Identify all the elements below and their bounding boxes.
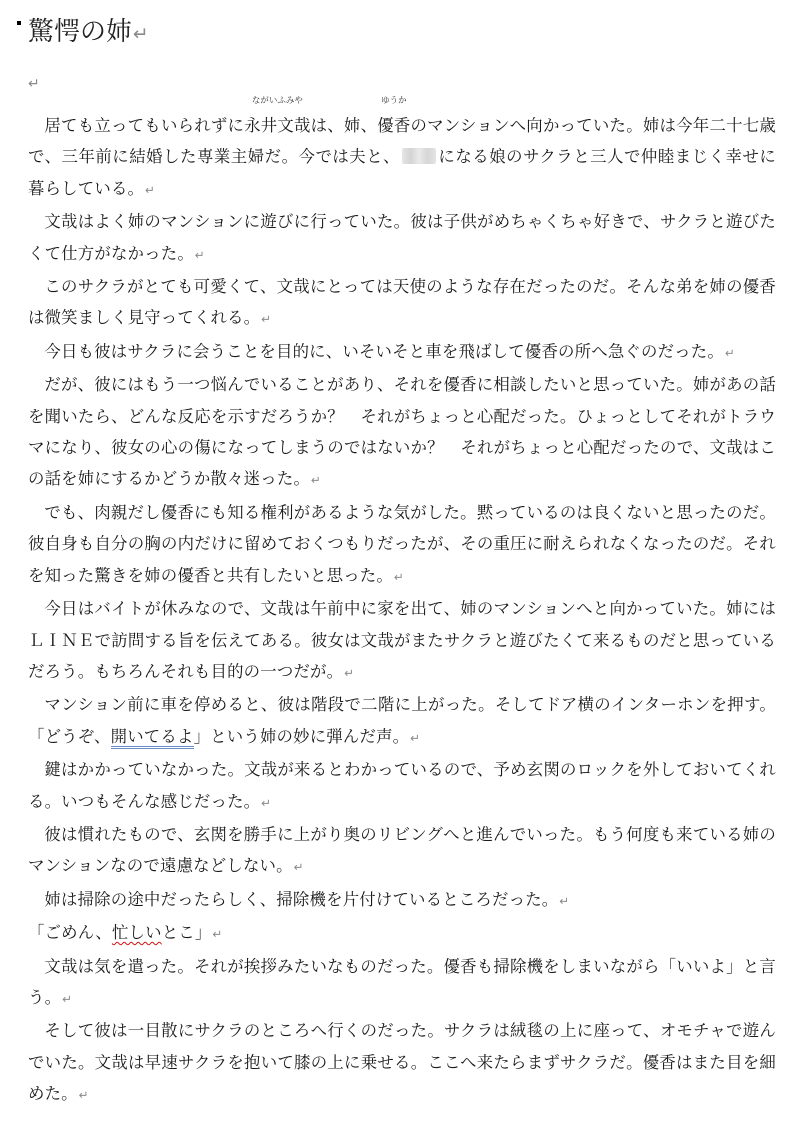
grammar-underlined-text[interactable]: 開いてるよ [111,727,194,749]
paragraph-2 [28,206,776,271]
ruby-name-fumiya [244,96,311,141]
paragraph-3 [28,271,776,336]
paragraph-mark-icon: ↵ [194,247,205,262]
text-run: マンション前に車を停めると、彼は階段で二階に上がった。そしてドア横のインターホンを押す。「どうぞ、 [28,695,776,746]
text-run: 彼は慣れたもので、玄関を勝手に上がり奥のリビングへと進んでいった。もう何度も来ている姉のマンションなので遠慮などしない。 [28,824,776,876]
ruby-base: 優香 [377,116,411,135]
paragraph-13 [28,951,776,1016]
ruby-reading: ゆうか [381,96,407,106]
text-run: 居ても立ってもいられずに [44,116,245,135]
title-text: 驚愕の姉 [28,17,133,47]
text-run: 文哉は気を遣った。それが挨拶みたいなものだった。優香も掃除機をしまいながら「いいよ」と言う。 [28,956,776,1007]
paragraph-mark-icon: ↵ [261,312,272,327]
text-run: とこ」 [161,923,212,943]
paragraph-12-dialogue [28,917,776,950]
text-run: 」という姉の妙に弾んだ声。 [193,726,410,746]
text-run: 今日はバイトが休みなので、文哉は午前中に家を出て、姉のマンションへと向かっていた。姉にはＬＩＮＥで訪問する旨を伝えてある。彼女は文哉がまたサクラと遊びたくて来るものだと思っているだろう。もちろんそれも目的の一つだが。 [28,599,776,681]
text-run: でも、肉親だし優香にも知る権利があるような気がした。黙っているのは良くないと思ったのだ。彼自身も自分の胸の内だけに留めておくつもりだったが、その重圧に耐えられなくなったのだ。それを知った驚きを姉の優香と共有したいと思った。 [28,502,776,585]
paragraph-14 [28,1015,776,1111]
paragraph-8 [28,689,776,754]
paragraph-4 [28,336,776,369]
text-run: は、姉、 [310,116,378,135]
text-run: 今日も彼はサクラに会うことを目的に、いそいそと車を飛ばして優香の所へ急ぐのだった。 [44,341,724,361]
paragraph-mark-icon: ↵ [293,860,304,875]
document-title[interactable] [28,14,149,53]
paragraph-mark-icon: ↵ [394,569,405,584]
ruby-name-yuka [377,96,411,141]
redacted-text [402,148,436,164]
paragraph-mark-icon: ↵ [344,665,355,680]
blank-paragraph-mark-icon: ↵ [28,76,40,92]
text-run: になる娘のサクラと三人で仲睦まじく幸せに暮らしている。 [28,147,776,198]
paragraph-mark-icon: ↵ [311,473,322,488]
paragraph-mark-icon: ↵ [724,345,736,360]
text-run: そして彼は一目散にサクラのところへ行くのだった。サクラは絨毯の上に座って、オモチャで遊んでいた。文哉は早速サクラを抱いて膝の上に乗せる。ここへ来たらまずサクラだ。優香はまた目を細めた。 [28,1021,776,1104]
paragraph-mark-icon: ↵ [145,182,156,197]
text-run: 「ごめん、 [28,923,112,943]
paragraph-mark-icon: ↵ [559,893,570,908]
heading-marker [17,21,21,25]
document-body[interactable] [28,96,776,1112]
text-run: このサクラがとても可愛くて、文哉にとっては天使のような存在だったのだ。そんな弟を姉の優香は微笑ましく見守ってくれる。 [28,277,776,328]
paragraph-mark-icon: ↵ [62,991,73,1006]
paragraph-9 [28,754,776,819]
text-run: のマンションへ向かっていた。姉は今年二十七歳で、三年前に結婚した専業主婦だ。今では夫と、 [28,116,776,167]
paragraph-mark-icon: ↵ [78,1088,89,1103]
paragraph-7 [28,593,776,689]
paragraph-1 [28,96,776,206]
spelling-underlined-text[interactable]: 忙しい [111,923,162,943]
ruby-base: 永井文哉 [244,116,311,135]
paragraph-10 [28,819,776,884]
paragraph-5 [28,369,776,497]
paragraph-11 [28,884,776,917]
paragraph-mark-icon: ↵ [261,795,272,810]
paragraph-6 [28,497,776,593]
text-run: 文哉はよく姉のマンションに遊びに行っていた。彼は子供がめちゃくちゃ好きで、サクラと遊びたくて仕方がなかった。 [28,212,776,263]
text-run: 鍵はかかっていなかった。文哉が来るとわかっているので、予め玄関のロックを外しておいてくれる。いつもそんな感じだった。 [28,760,776,811]
paragraph-mark-icon: ↵ [133,24,149,45]
ruby-reading: ながいふみや [251,96,303,106]
text-run: だが、彼にはもう一つ悩んでいることがあり、それを優香に相談したいと思っていた。姉があの話を聞いたら、どんな反応を示すだろうか？ それがちょっと心配だった。ひょっとしてそれがトラウマになり、彼女の心の傷になってしまうのではないか？ それがちょっと心配だったので、文哉はこの話を姉にするかどうか散々迷った。 [28,375,776,489]
paragraph-mark-icon: ↵ [212,927,223,942]
text-run: 姉は掃除の途中だったらしく、掃除機を片付けているところだった。 [44,889,559,909]
paragraph-mark-icon: ↵ [410,730,421,745]
